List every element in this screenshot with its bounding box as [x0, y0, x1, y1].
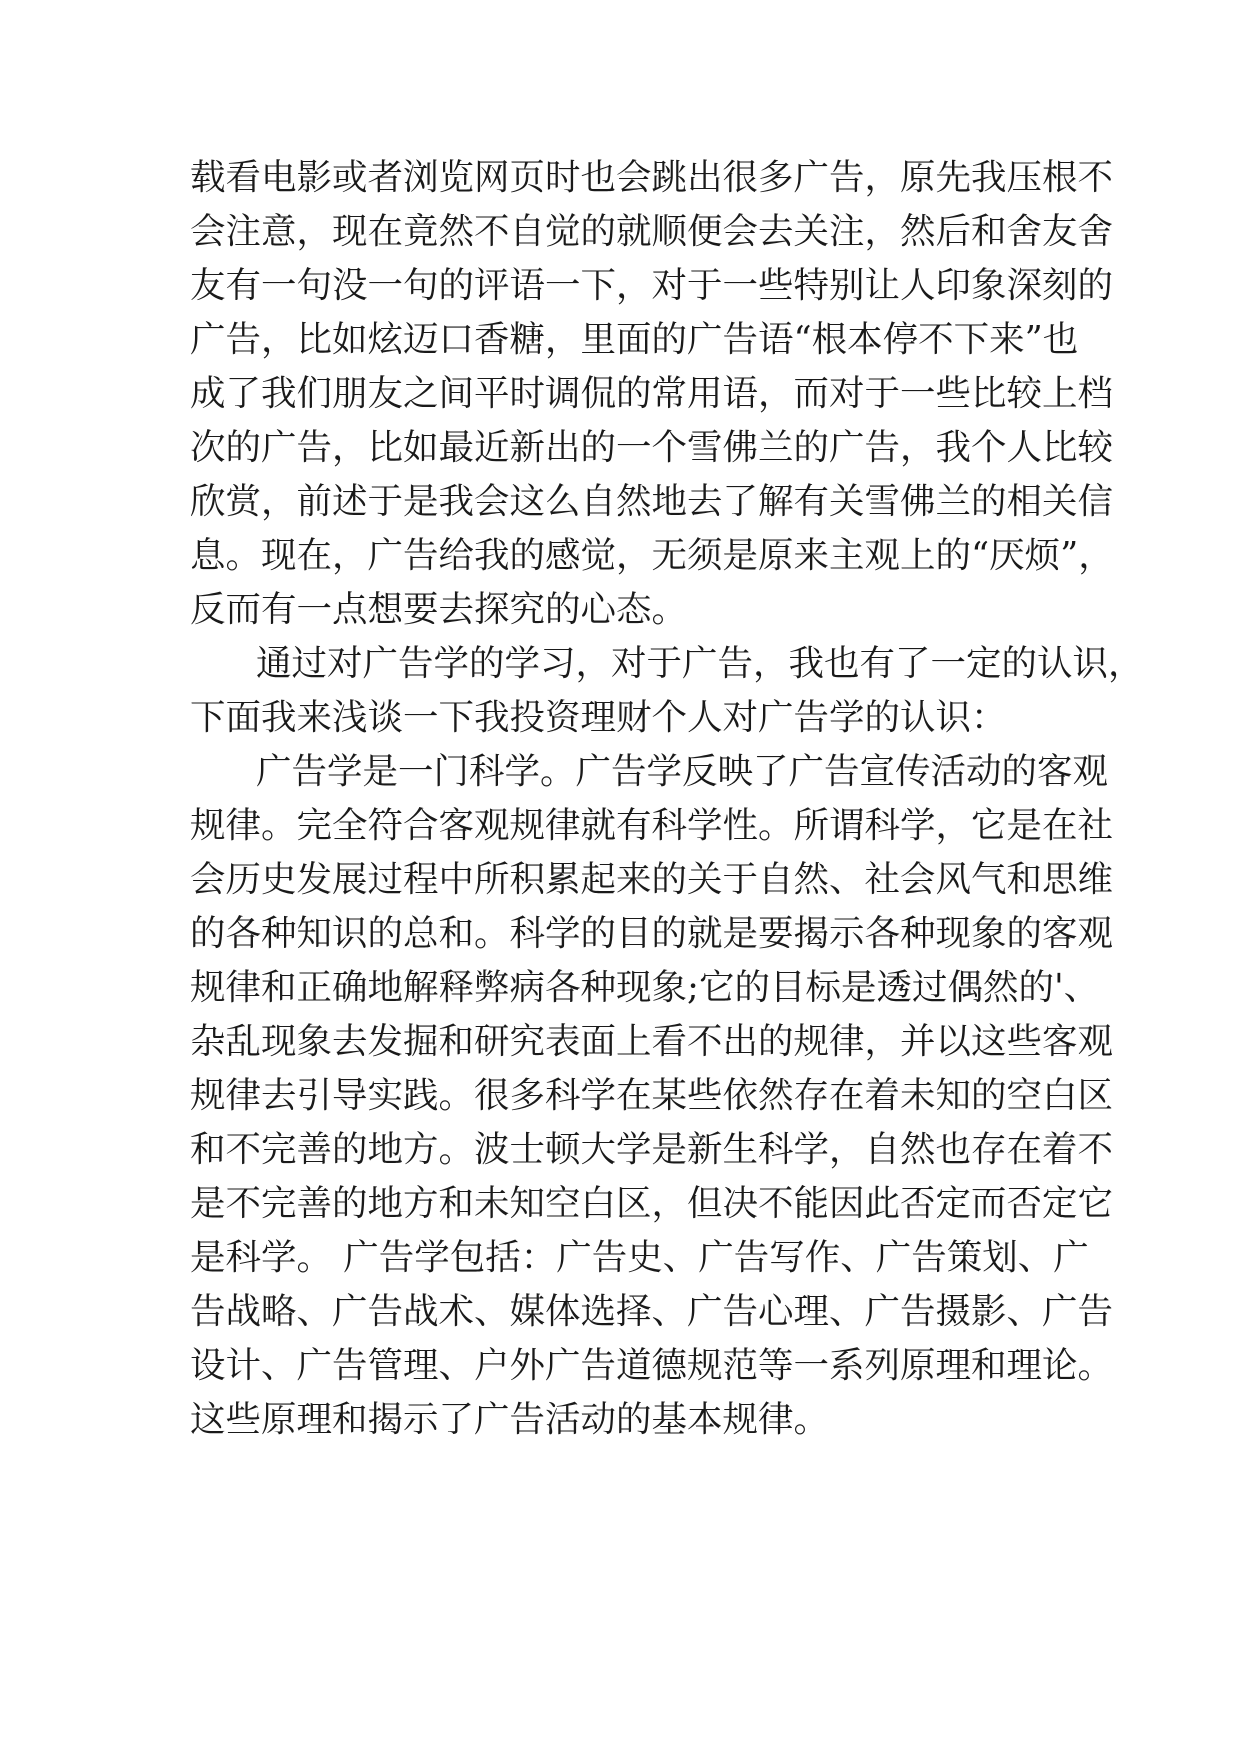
- text-line: 是不完善的地方和未知空白区，但决不能因此否定而否定它: [190, 1183, 1114, 1224]
- text-line: 广告学是一门科学。广告学反映了广告宣传活动的客观: [256, 751, 1109, 792]
- text-line: 成了我们朋友之间平时调侃的常用语，而对于一些比较上档: [190, 373, 1114, 414]
- text-line: 欣赏，前述于是我会这么自然地去了解有关雪佛兰的相关信: [190, 481, 1114, 522]
- text-line: 次的广告，比如最近新出的一个雪佛兰的广告，我个人比较: [190, 427, 1114, 468]
- text-line: 杂乱现象去发掘和研究表面上看不出的规律，并以这些客观: [190, 1021, 1114, 1062]
- text-line: 会历史发展过程中所积累起来的关于自然、社会风气和思维: [190, 859, 1114, 900]
- text-line: 息。现在，广告给我的感觉，无须是原来主观上的“厌烦”，: [190, 535, 1114, 576]
- text-line: 会注意，现在竟然不自觉的就顺便会去关注，然后和舍友舍: [190, 211, 1114, 252]
- text-line: 广告，比如炫迈口香糖，里面的广告语“根本停不下来”也: [190, 319, 1079, 360]
- text-line: 下面我来浅谈一下我投资理财个人对广告学的认识：: [190, 697, 1007, 738]
- text-line: 的各种知识的总和。科学的目的就是要揭示各种现象的客观: [190, 913, 1114, 954]
- text-line: 设计、广告管理、户外广告道德规范等一系列原理和理论。: [190, 1345, 1114, 1386]
- text-line: 是科学。 广告学包括：广告史、广告写作、广告策划、广: [190, 1237, 1089, 1278]
- text-line: 告战略、广告战术、媒体选择、广告心理、广告摄影、广告: [190, 1291, 1114, 1332]
- text-line: 规律去引导实践。很多科学在某些依然存在着未知的空白区: [190, 1075, 1114, 1116]
- text-line: 反而有一点想要去探究的心态。: [190, 589, 688, 630]
- text-line: 这些原理和揭示了广告活动的基本规律。: [190, 1399, 830, 1440]
- text-line: 规律。完全符合客观规律就有科学性。所谓科学，它是在社: [190, 805, 1114, 846]
- text-line: 通过对广告学的学习，对于广告，我也有了一定的认识，: [256, 643, 1144, 684]
- text-line: 载看电影或者浏览网页时也会跳出很多广告，原先我压根不: [190, 157, 1114, 198]
- text-line: 和不完善的地方。波士顿大学是新生科学，自然也存在着不: [190, 1129, 1114, 1170]
- text-line: 规律和正确地解释弊病各种现象;它的目标是透过偶然的'、: [190, 967, 1100, 1008]
- text-line: 友有一句没一句的评语一下，对于一些特别让人印象深刻的: [190, 265, 1114, 306]
